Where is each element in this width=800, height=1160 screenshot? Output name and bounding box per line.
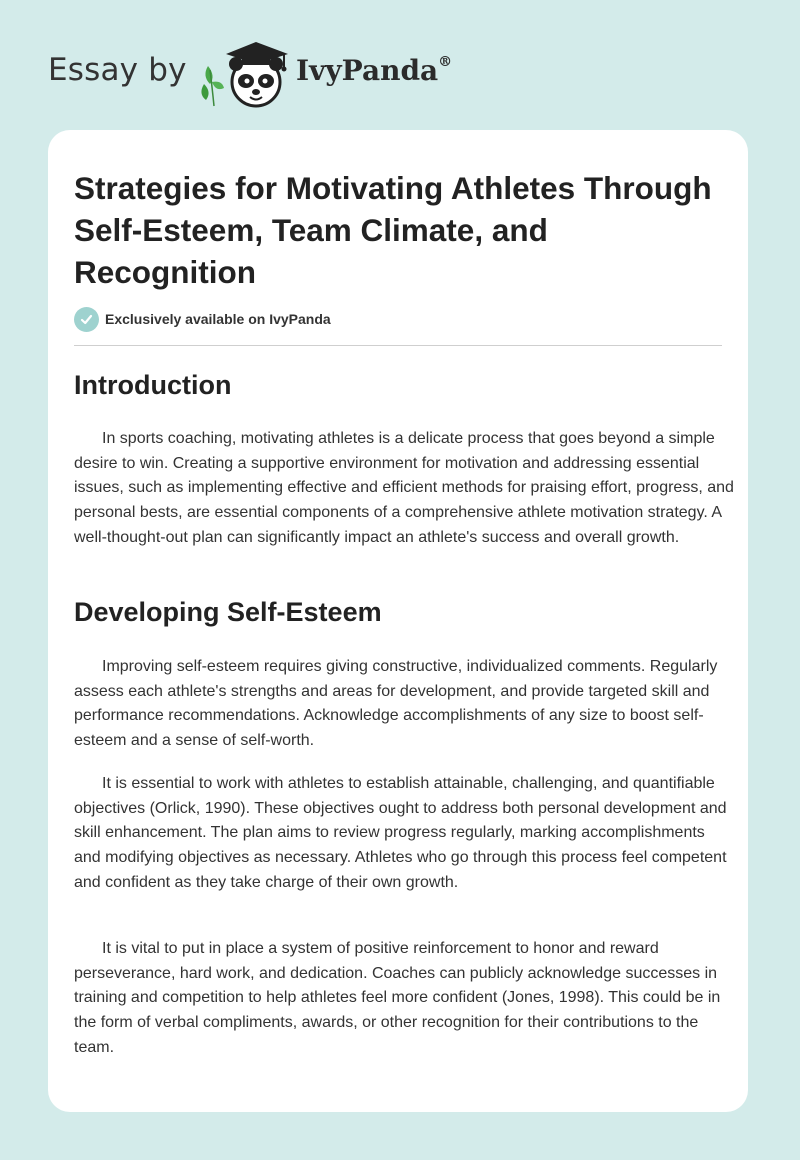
site-header xyxy=(48,36,748,116)
check-icon xyxy=(74,307,99,332)
paragraph: It is vital to put in place a system of positive reinforcement to honor and reward perseverance, hard work, and dedication. Coaches can publicly acknowledge successes in training and competition to help athletes feel more confident (Jones, 1998). This could be in the form of verbal compliments, awards, or other recognition for their contributions to the team. xyxy=(74,940,721,1056)
registered-mark: ® xyxy=(438,53,453,70)
paragraph: Improving self-esteem requires giving constructive, individualized comments. Regularly assess each athlete's strengths and areas for development, and provide targeted skill and performance recommendations. Acknowledge accomplishments of any size to boost self-esteem and a sense of self-worth. xyxy=(74,658,718,750)
exclusive-badge-text: Exclusively available on IvyPanda xyxy=(105,311,331,327)
brand-text: IvyPanda xyxy=(296,54,439,87)
brand-name[interactable] xyxy=(296,54,452,87)
paragraph: It is essential to work with athletes to establish attainable, challenging, and quantifiable objectives (Orlick, 1990). These objectives ought to address both personal development and skill enhancement. The plan aims to review progress regularly, marking accomplishments and modifying objectives as necessary. Athletes who go through this process feel competent and confident as they take charge of their own growth. xyxy=(74,775,727,891)
paragraph: In sports coaching, motivating athletes is a delicate process that goes beyond a simple desire to win. Creating a supportive environment for motivation and addressing essential issues, such as implementing effective and efficient methods for praising effort, progress, and personal bests, are essential components of a comprehensive athlete motivation strategy. A well-thought-out plan can significantly impact an athlete's success and overall growth. xyxy=(74,430,734,546)
title-divider xyxy=(74,345,722,346)
essay-card xyxy=(48,130,748,1112)
section-heading-introduction: Introduction xyxy=(74,370,232,400)
essay-by-label: Essay by xyxy=(48,52,187,88)
exclusive-badge xyxy=(74,306,331,332)
panda-logo-icon[interactable] xyxy=(198,36,298,110)
section-heading-developing-self-esteem: Developing Self-Esteem xyxy=(74,597,382,627)
essay-title: Strategies for Motivating Athletes Through Self-Esteem, Team Climate, and Recognition xyxy=(74,170,712,290)
